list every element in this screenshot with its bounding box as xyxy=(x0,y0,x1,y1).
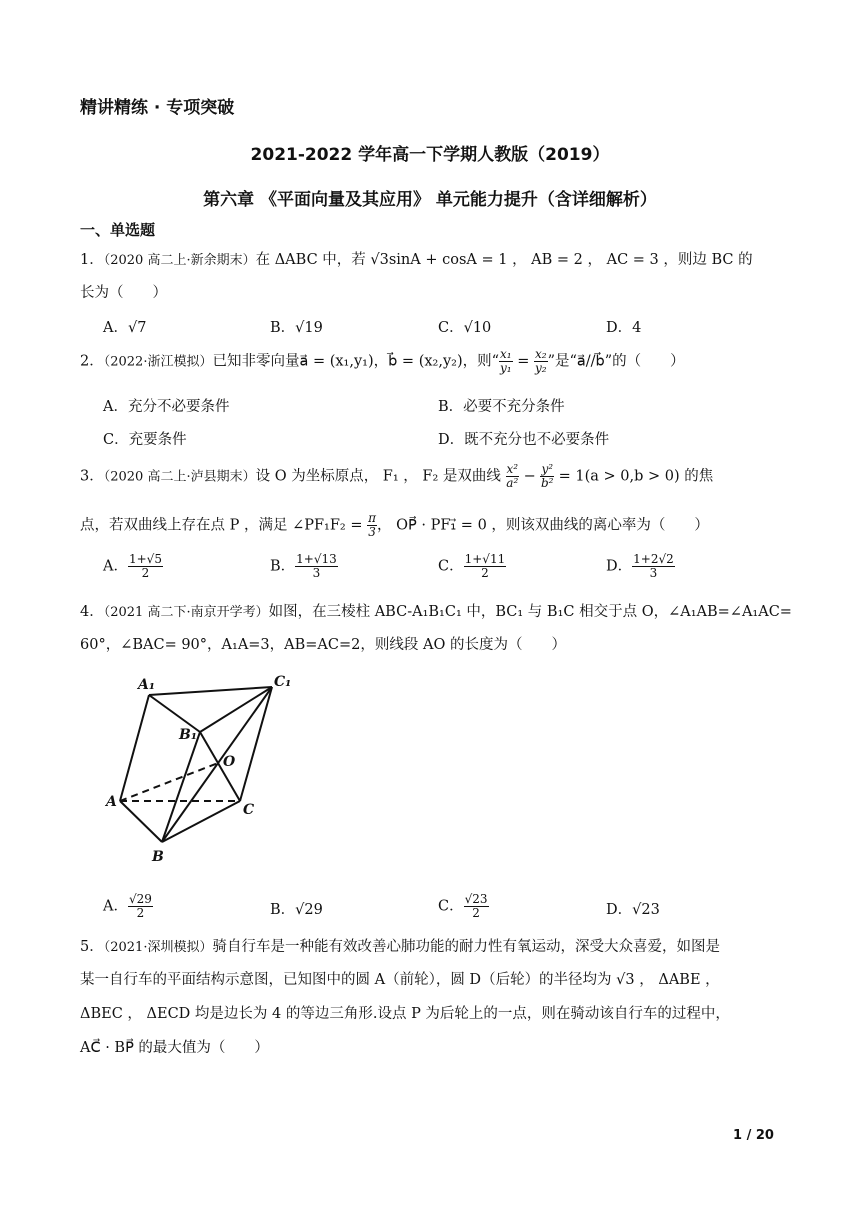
question-1-line-2: 长为（ ） xyxy=(80,285,167,301)
label-c1: C₁ xyxy=(274,674,292,690)
fraction: $\frac{1+√13}{3}$ xyxy=(296,552,337,580)
triangular-prism-figure xyxy=(100,670,310,870)
diagonal-b-c1 xyxy=(162,687,272,842)
fraction-pi-3: $\frac{\pi}{3}$ xyxy=(368,511,376,539)
q3-option-d: D． $\frac{1+2√2}{3}$ xyxy=(606,552,674,580)
question-3-line-1: 3．（2020 高二上·泸县期末）设 O 为坐标原点， F₁ ， F₂ 是双曲线 $\frac{\text{x²}}{\text{a²}}$ − $\frac{\text{y²}}{\text{b²}}$ = 1(a > 0,b > 0) 的焦 xyxy=(80,462,714,490)
fraction: $\frac{1+2√2}{3}$ xyxy=(633,552,674,580)
q4-option-c: C． $\frac{√23}{2}$ xyxy=(438,892,488,920)
question-2-line-1: 2．（2022·浙江模拟）已知非零向量a⃗ = (x₁,y₁)，b⃗ = (x₂,y₂)，则“ $\frac{\text{x₁}}{\text{y₁}}$ = $\frac{\text{x₂}}{\text{y₂}}$ ”是“a⃗//b⃗”的（ ） xyxy=(80,347,685,375)
label-a: A xyxy=(106,794,117,810)
label-b1: B₁ xyxy=(179,727,197,743)
question-5-line-3: ΔBEC ， ΔECD 均是边长为 4 的等边三角形.设点 P 为后轮上的一点，则在骑动该自行车的过程中， xyxy=(80,1006,730,1022)
question-number: 5． xyxy=(80,939,104,955)
fraction: $\frac{1+√11}{2}$ xyxy=(464,552,506,580)
edge-a1-c1 xyxy=(149,687,272,695)
fraction: $\frac{√29}{2}$ xyxy=(128,892,152,920)
question-source: （2020 高二上·新余期末） xyxy=(103,253,256,268)
fraction-x2-y2: $\frac{\text{x₂}}{\text{y₂}}$ xyxy=(534,347,547,375)
question-4-line-1 xyxy=(80,600,792,621)
q3-option-c: C． $\frac{1+√11}{2}$ xyxy=(438,552,506,580)
question-number: 3． xyxy=(80,468,104,485)
label-o: O xyxy=(223,754,236,770)
fraction: $\frac{√23}{2}$ xyxy=(464,892,488,920)
page-number: 1 / 20 xyxy=(733,1128,774,1143)
label-c: C xyxy=(243,802,255,818)
q4-option-b: B．√29 xyxy=(270,902,323,918)
brand-line: 精讲精练 · 专项突破 xyxy=(80,98,235,118)
question-text: 如图，在三棱柱 ABC-A₁B₁C₁ 中，BC₁ 与 B₁C 相交于点 O，∠A₁AB=∠A₁AC= xyxy=(268,604,792,620)
fraction-x2-a2: $\frac{\text{x²}}{\text{a²}}$ xyxy=(506,462,519,490)
fraction: $\frac{1+√5}{2}$ xyxy=(128,552,162,580)
question-source: （2021 高二下·南京开学考） xyxy=(103,605,269,620)
label-a1: A₁ xyxy=(138,677,155,693)
q2-option-c: C．充要条件 xyxy=(103,432,187,448)
question-text: 骑自行车是一种能有效改善心肺功能的耐力性有氧运动，深受大众喜爱，如图是 xyxy=(212,939,720,955)
doc-subtitle: 第六章 《平面向量及其应用》 单元能力提升（含详细解析） xyxy=(203,190,657,210)
section-heading: 一、单选题 xyxy=(80,221,156,239)
question-number: 1． xyxy=(80,252,104,268)
question-5-line-1 xyxy=(80,935,720,956)
question-text: 在 ΔABC 中，若 √3sinA + cosA = 1 ， AB = 2 ， AC = 3 ，则边 BC 的 xyxy=(255,252,753,268)
question-1-line-1 xyxy=(80,248,753,269)
label-b: B xyxy=(152,849,164,865)
q2-option-b: B．必要不充分条件 xyxy=(438,399,565,415)
question-5-line-4: AC⃗ · BP⃗ 的最大值为（ ） xyxy=(80,1040,269,1056)
question-text: = 1(a > 0,b > 0) 的焦 xyxy=(554,468,714,485)
question-number: 2． xyxy=(80,353,104,370)
question-text: ”是“a⃗//b⃗”的（ ） xyxy=(547,353,685,370)
question-5-line-2: 某一自行车的平面结构示意图，已知图中的圆 A（前轮），圆 D（后轮）的半径均为 √3 ， ΔABE ， xyxy=(80,972,720,988)
q2-option-a: A．充分不必要条件 xyxy=(103,399,230,415)
q2-option-d: D．既不充分也不必要条件 xyxy=(438,432,610,448)
edge-a1-a xyxy=(120,695,149,801)
q3-option-b: B． $\frac{1+√13}{3}$ xyxy=(270,552,337,580)
fraction-x1-y1: $\frac{\text{x₁}}{\text{y₁}}$ xyxy=(500,347,512,375)
q1-option-b: B．√19 xyxy=(270,320,323,336)
q4-option-d: D．√23 xyxy=(606,902,660,918)
question-3-line-2: 点，若双曲线上存在点 P ，满足 ∠PF₁F₂ = $\frac{\pi}{3}$ ， OP⃗ · PF₁⃗ = 0 ，则该双曲线的离心率为（ ） xyxy=(80,511,709,539)
question-number: 4． xyxy=(80,604,104,620)
q1-option-c: C．√10 xyxy=(438,320,492,336)
question-4-line-2: 60°，∠BAC= 90°，A₁A=3，AB=AC=2，则线段 AO 的长度为（ ） xyxy=(80,637,566,653)
question-source: （2022·浙江模拟） xyxy=(103,354,213,370)
doc-title: 2021-2022 学年高一下学期人教版（2019） xyxy=(250,145,610,165)
edge-a-b xyxy=(120,801,162,842)
q1-option-d: D．4 xyxy=(606,320,642,336)
question-source: （2020 高二上·泸县期末） xyxy=(103,469,256,485)
fraction-y2-b2: $\frac{\text{y²}}{\text{b²}}$ xyxy=(541,462,554,490)
question-text: 设 O 为坐标原点， F₁ ， F₂ 是双曲线 xyxy=(255,468,501,485)
hidden-segment-a-o xyxy=(120,763,218,801)
q1-option-a: A．√7 xyxy=(103,320,147,336)
q4-option-a: A． $\frac{√29}{2}$ xyxy=(103,892,152,920)
question-text: 已知非零向量a⃗ = (x₁,y₁)，b⃗ = (x₂,y₂)，则“ xyxy=(212,353,500,370)
question-source: （2021·深圳模拟） xyxy=(103,940,213,955)
q3-option-a: A． $\frac{1+√5}{2}$ xyxy=(103,552,162,580)
